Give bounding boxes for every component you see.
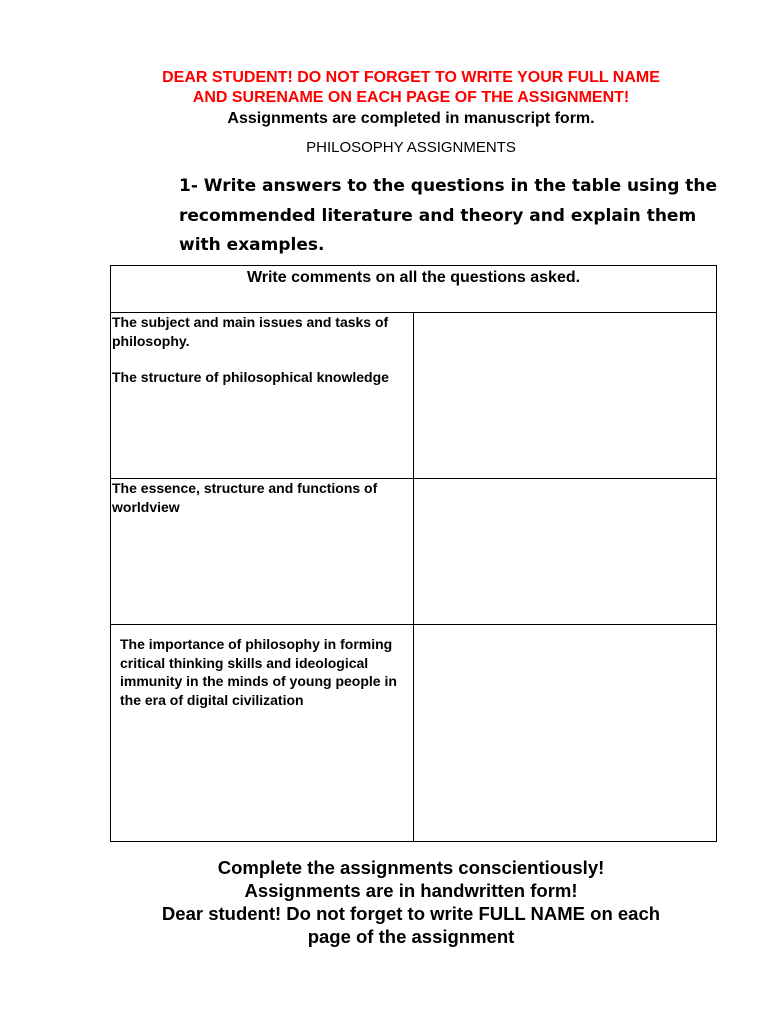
footer-reminder	[0, 856, 768, 948]
table-row	[111, 479, 717, 625]
question-text: The subject and main issues and tasks of philosophy.	[112, 314, 389, 349]
question-cell	[111, 479, 414, 625]
table-row	[111, 313, 717, 479]
name-warning-line-2: AND SURENAME ON EACH PAGE OF THE ASSIGNMENT!	[192, 89, 630, 106]
question-cell	[111, 625, 414, 842]
assignment-instruction: 1- Write answers to the questions in the table using the recommended literature and theory and explain them with examples.	[179, 176, 718, 255]
manuscript-note: Assignments are completed in manuscript form.	[227, 110, 595, 127]
footer-line-1: Complete the assignments conscientiously!	[217, 857, 605, 878]
table-header: Write comments on all the questions asked.	[111, 266, 717, 313]
questions-table	[110, 265, 717, 842]
answer-cell	[414, 313, 717, 479]
question-cell	[111, 313, 414, 479]
table-row	[111, 625, 717, 842]
footer-line-2: Assignments are in handwritten form!	[244, 880, 578, 901]
table-header-row	[111, 266, 717, 313]
question-text: The structure of philosophical knowledge	[112, 369, 389, 385]
question-text: The essence, structure and functions of worldview	[112, 480, 378, 515]
page-title: PHILOSOPHY ASSIGNMENTS	[306, 139, 516, 156]
name-warning-line-1: DEAR STUDENT! DO NOT FORGET TO WRITE YOUR FULL NAME	[162, 69, 660, 86]
footer-line-4: page of the assignment	[307, 926, 515, 947]
question-text: The importance of philosophy in forming critical thinking skills and ideological immunity in the minds of young people in the era of digital civilization	[120, 636, 397, 708]
name-warning	[0, 68, 768, 108]
footer-line-3: Dear student! Do not forget to write FULL NAME on each	[161, 903, 661, 924]
answer-cell	[414, 625, 717, 842]
answer-cell	[414, 479, 717, 625]
